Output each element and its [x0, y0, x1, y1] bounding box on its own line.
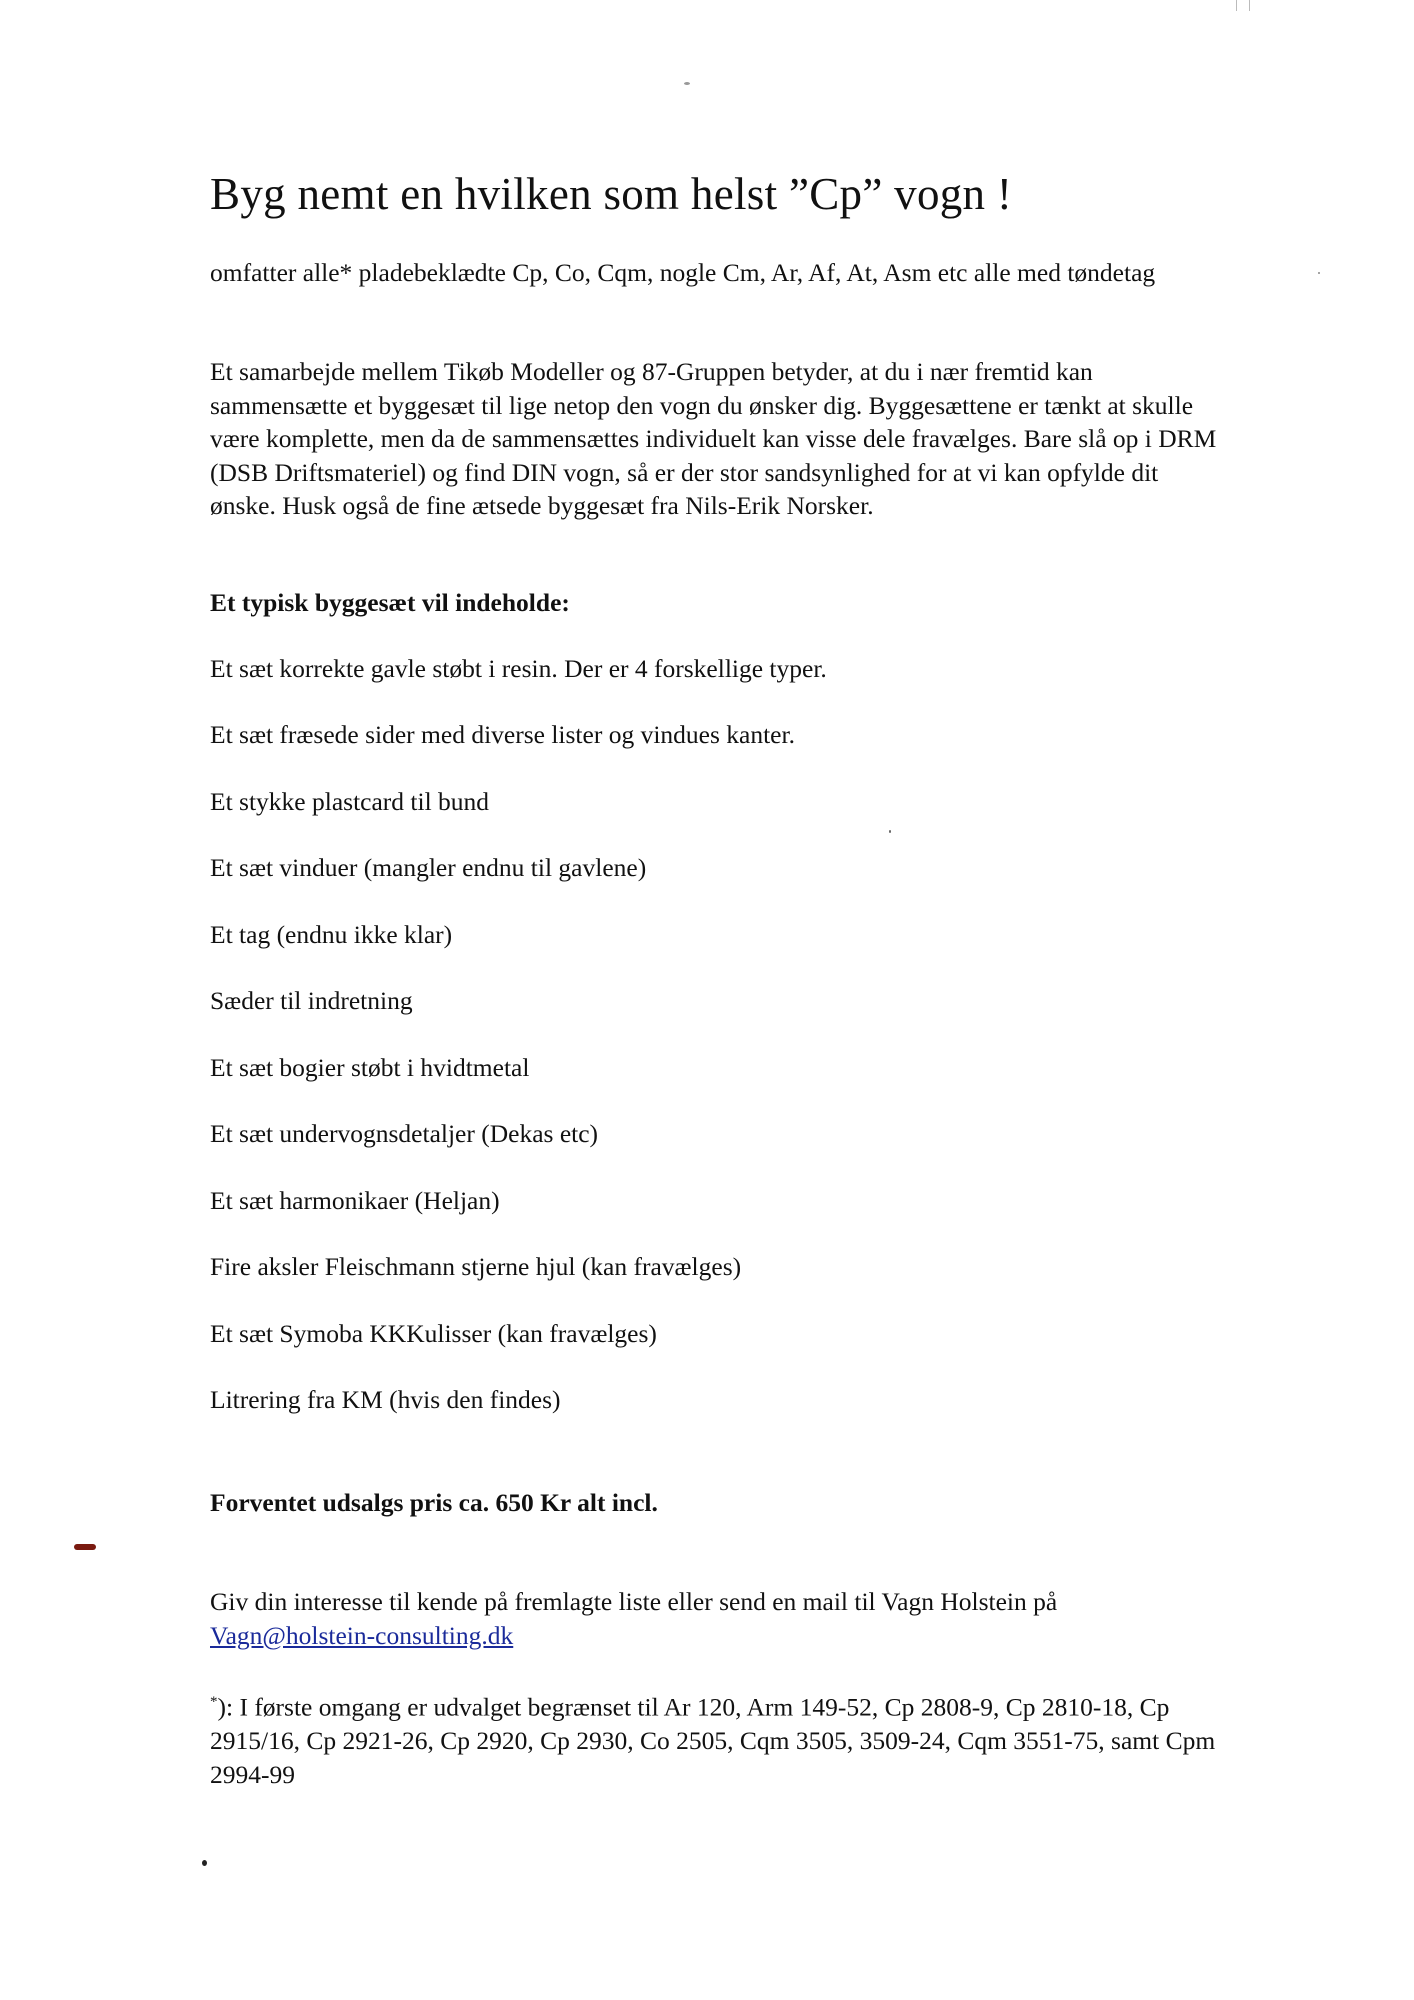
contact-paragraph: [210, 1585, 1220, 1652]
kit-item: Et sæt Symoba KKKulisser (kan fravælges): [210, 1319, 657, 1348]
kit-item: Sæder til indretning: [210, 986, 413, 1015]
kit-item: Et stykke plastcard til bund: [210, 787, 490, 816]
page-title: Byg nemt en hvilken som helst ”Cp” vogn !: [210, 169, 1013, 219]
footnote-text: ): I første omgang er udvalget begrænset til Ar 120, Arm 149-52, Cp 2808-9, Cp 2810-18, Cp 2915/16, Cp 2921-26, Cp 2920, Cp 2930, Co 2505, Cqm 3505, 3509-24, Cqm 3551-75, samt Cpm 2994-99: [210, 1692, 1216, 1789]
price-line: Forventet udsalgs pris ca. 650 Kr alt incl.: [210, 1488, 658, 1517]
scan-corner-mark: [1236, 0, 1250, 11]
scan-speck: [889, 830, 891, 833]
kit-item: Et sæt bogier støbt i hvidtmetal: [210, 1053, 530, 1082]
kit-item: Et sæt vinduer (mangler endnu til gavlene): [210, 853, 647, 882]
kit-item: Litrering fra KM (hvis den findes): [210, 1385, 561, 1414]
scan-speck: [202, 1860, 207, 1866]
intro-paragraph: omfatter alle* pladebeklædte Cp, Co, Cqm, nogle Cm, Ar, Af, At, Asm etc alle med tøndetag: [210, 258, 1156, 287]
body-paragraph: Et samarbejde mellem Tikøb Modeller og 87-Gruppen betyder, at du i nær fremtid kan sammensætte et byggesæt til lige netop den vogn du ønsker dig. Byggesættene er tænkt at skulle være komplette, men da de sammensættes individuelt kan visse dele fravælges. Bare slå op i DRM (DSB Driftsmateriel) og find DIN vogn, så er der stor sandsynlighed for at vi kan opfylde dit ønske. Husk også de fine ætsede byggesæt fra Nils-Erik Norsker.: [210, 357, 1217, 520]
kit-item: Et sæt korrekte gavle støbt i resin. Der er 4 forskellige typer.: [210, 654, 827, 683]
kit-item: Et sæt harmonikaer (Heljan): [210, 1186, 500, 1215]
email-link[interactable]: Vagn@holstein-consulting.dk: [210, 1620, 514, 1650]
scan-speck: [1318, 272, 1320, 274]
contact-text: Giv din interesse til kende på fremlagte liste eller send en mail til Vagn Holstein på: [210, 1587, 1058, 1616]
kit-heading: Et typisk byggesæt vil indeholde:: [210, 588, 570, 617]
footnote-marker: *: [210, 1694, 218, 1710]
kit-item: Et sæt fræsede sider med diverse lister og vindues kanter.: [210, 720, 795, 749]
document-page: [210, 0, 1220, 2000]
scan-speck: [74, 1544, 96, 1550]
footnote-paragraph: [210, 1686, 1220, 1791]
kit-item: Et sæt undervognsdetaljer (Dekas etc): [210, 1119, 599, 1148]
kit-item: Fire aksler Fleischmann stjerne hjul (kan fravælges): [210, 1252, 742, 1281]
scan-speck: [684, 82, 690, 85]
kit-item: Et tag (endnu ikke klar): [210, 920, 453, 949]
